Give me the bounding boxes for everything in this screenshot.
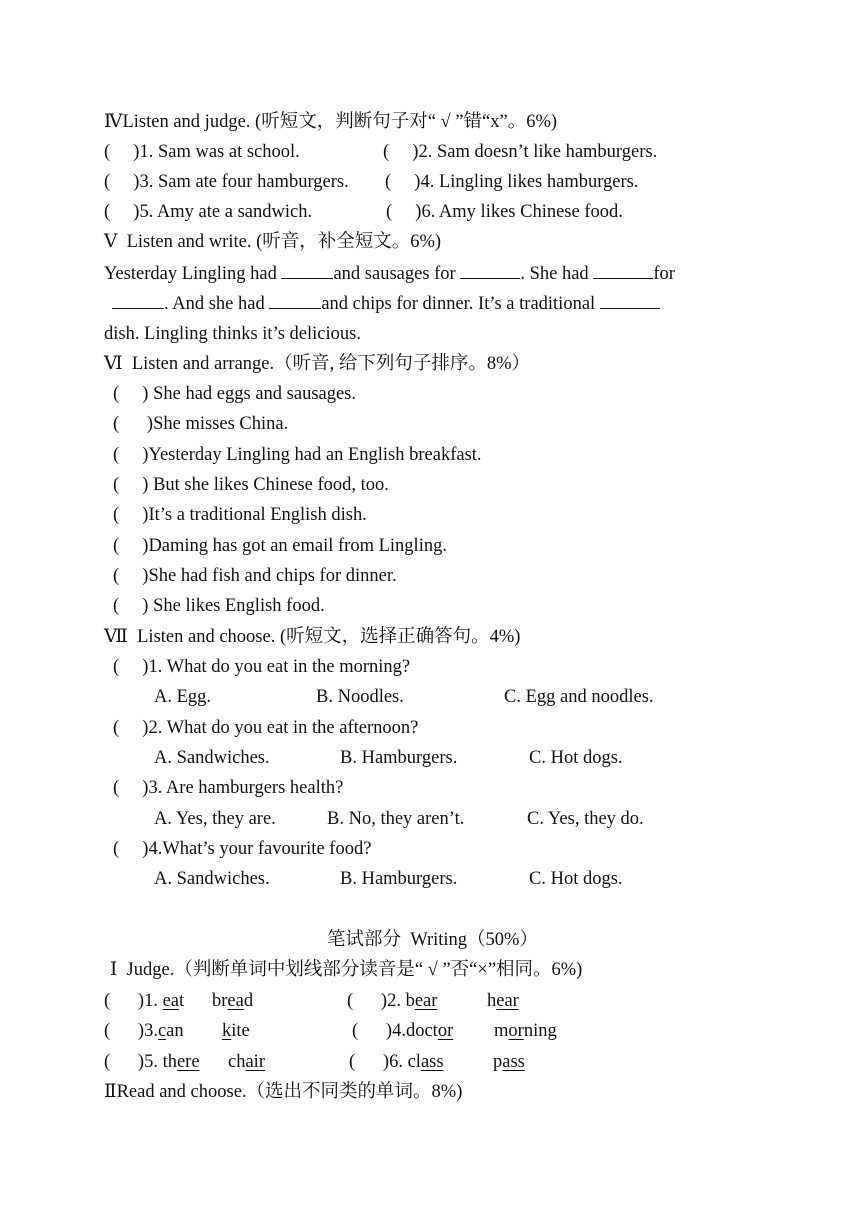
option-c: C. Hot dogs. [529,869,623,889]
option-c: C. Hot dogs. [529,748,623,768]
arrange-item-7: ( )She had fish and chips for dinner. [113,566,397,586]
choose-question-4: ( )4.What’s your favourite food? [113,839,372,859]
phonics-item-6 [349,1051,444,1073]
underlined-letters: ass [502,1052,525,1072]
option-b: B. Hamburgers. [340,748,458,768]
phonics-item-3 [104,1020,184,1042]
writing-title: 笔试部分 Writing（50%） [327,930,538,950]
passage-line-1 [104,262,675,285]
word-part: t [179,991,185,1011]
underlined-letters: ea [227,991,244,1011]
section4-heading: ⅣListen and judge. (听短文，判断句子对“ √ ”错“x”。6%) [104,112,558,132]
phonics-word-2 [493,1051,525,1073]
phonics-word-2 [487,990,519,1012]
phonics-word-2 [228,1051,265,1073]
writing-section1-heading: Ⅰ Judge.（判断单词中划线部分读音是“ √ ”否“×”相同。6%) [110,960,583,980]
underlined-letters: or [508,1021,524,1041]
word-part: h [487,991,497,1011]
option-a: A. Sandwiches. [154,869,270,889]
fill-blank-2[interactable] [460,262,520,279]
word-part: cl [407,1052,421,1072]
choose-question-1: ( )1. What do you eat in the morning? [113,657,411,677]
option-c: C. Yes, they do. [527,809,644,829]
judge-item-6: ( )6. Amy likes Chinese food. [386,202,623,222]
word-part: m [494,1021,509,1041]
writing-section2-heading: ⅡRead and choose.（选出不同类的单词。8%) [104,1082,463,1102]
underlined-letters: air [245,1052,265,1072]
word-part: ning [523,1021,557,1041]
option-b: B. No, they aren’t. [327,809,465,829]
underlined-letters: ea [162,991,180,1011]
underlined-letters: ere [176,1052,200,1072]
arrange-item-8: ( ) She likes English food. [113,596,325,616]
arrange-item-4: ( ) But she likes Chinese food, too. [113,475,389,495]
section6-heading: Ⅵ Listen and arrange.（听音, 给下列句子排序。8%） [104,354,531,374]
phonics-word-2 [222,1020,250,1042]
passage-text: for [653,264,675,284]
option-c: C. Egg and noodles. [504,687,654,707]
passage-text: and chips for dinner. It’s a traditional [321,294,600,314]
word-part: p [493,1052,503,1072]
arrange-item-3: ( )Yesterday Lingling had an English breakfast. [113,445,482,465]
phonics-item-5 [104,1051,200,1073]
option-b: B. Noodles. [316,687,404,707]
underlined-letters: ear [414,991,438,1011]
judge-item-5: ( )5. Amy ate a sandwich. [104,202,313,222]
answer-bracket: ( )5. [104,1052,163,1072]
passage-line-2 [112,292,660,315]
phonics-word-2 [494,1020,557,1042]
fill-blank-4[interactable] [112,292,164,309]
word-part: d [243,991,254,1011]
judge-item-2: ( )2. Sam doesn’t like hamburgers. [383,142,658,162]
judge-item-4: ( )4. Lingling likes hamburgers. [385,172,639,192]
arrange-item-6: ( )Daming has got an email from Lingling. [113,536,447,556]
option-b: B. Hamburgers. [340,869,458,889]
underlined-letters: k [222,1021,232,1041]
option-a: A. Sandwiches. [154,748,270,768]
underlined-letters: ass [420,1052,444,1072]
fill-blank-1[interactable] [281,262,333,279]
fill-blank-5[interactable] [269,292,321,309]
option-a: A. Egg. [154,687,212,707]
phonics-item-2 [347,990,437,1012]
section7-heading: Ⅶ Listen and choose. (听短文，选择正确答句。4%) [104,627,521,647]
word-part: th [162,1052,177,1072]
arrange-item-5: ( )It’s a traditional English dish. [113,505,367,525]
underlined-letters: ear [496,991,519,1011]
underlined-letters: or [437,1021,454,1041]
word-part: ch [228,1052,246,1072]
phonics-item-4 [352,1020,453,1042]
choose-question-3: ( )3. Are hamburgers health? [113,778,344,798]
fill-blank-3[interactable] [593,262,653,279]
judge-item-3: ( )3. Sam ate four hamburgers. [104,172,349,192]
option-a: A. Yes, they are. [154,809,276,829]
passage-text: Yesterday Lingling had [104,264,282,284]
arrange-item-2: ( )She misses China. [113,414,289,434]
passage-text: . She had [520,264,594,284]
phonics-word-2 [212,990,253,1012]
judge-item-1: ( )1. Sam was at school. [104,142,300,162]
word-part: b [405,991,415,1011]
answer-bracket: ( )2. [347,991,406,1011]
word-part: doct [405,1021,438,1041]
passage-line-3: dish. Lingling thinks it’s delicious. [104,324,361,344]
passage-text: and sausages for [333,264,461,284]
choose-question-2: ( )2. What do you eat in the afternoon? [113,718,419,738]
arrange-item-1: ( ) She had eggs and sausages. [113,384,357,404]
section5-heading: Ⅴ Listen and write. (听音，补全短文。6%) [104,232,442,252]
answer-bracket: ( )3. [104,1021,158,1041]
phonics-item-1 [104,990,184,1012]
answer-bracket: ( )6. [349,1052,408,1072]
underlined-letters: c [157,1021,167,1041]
word-part: ite [231,1021,250,1041]
word-part: an [166,1021,184,1041]
answer-bracket: ( )4. [352,1021,406,1041]
fill-blank-6[interactable] [600,292,660,309]
answer-bracket: ( )1. [104,991,163,1011]
word-part: br [212,991,228,1011]
passage-text: . And she had [164,294,270,314]
